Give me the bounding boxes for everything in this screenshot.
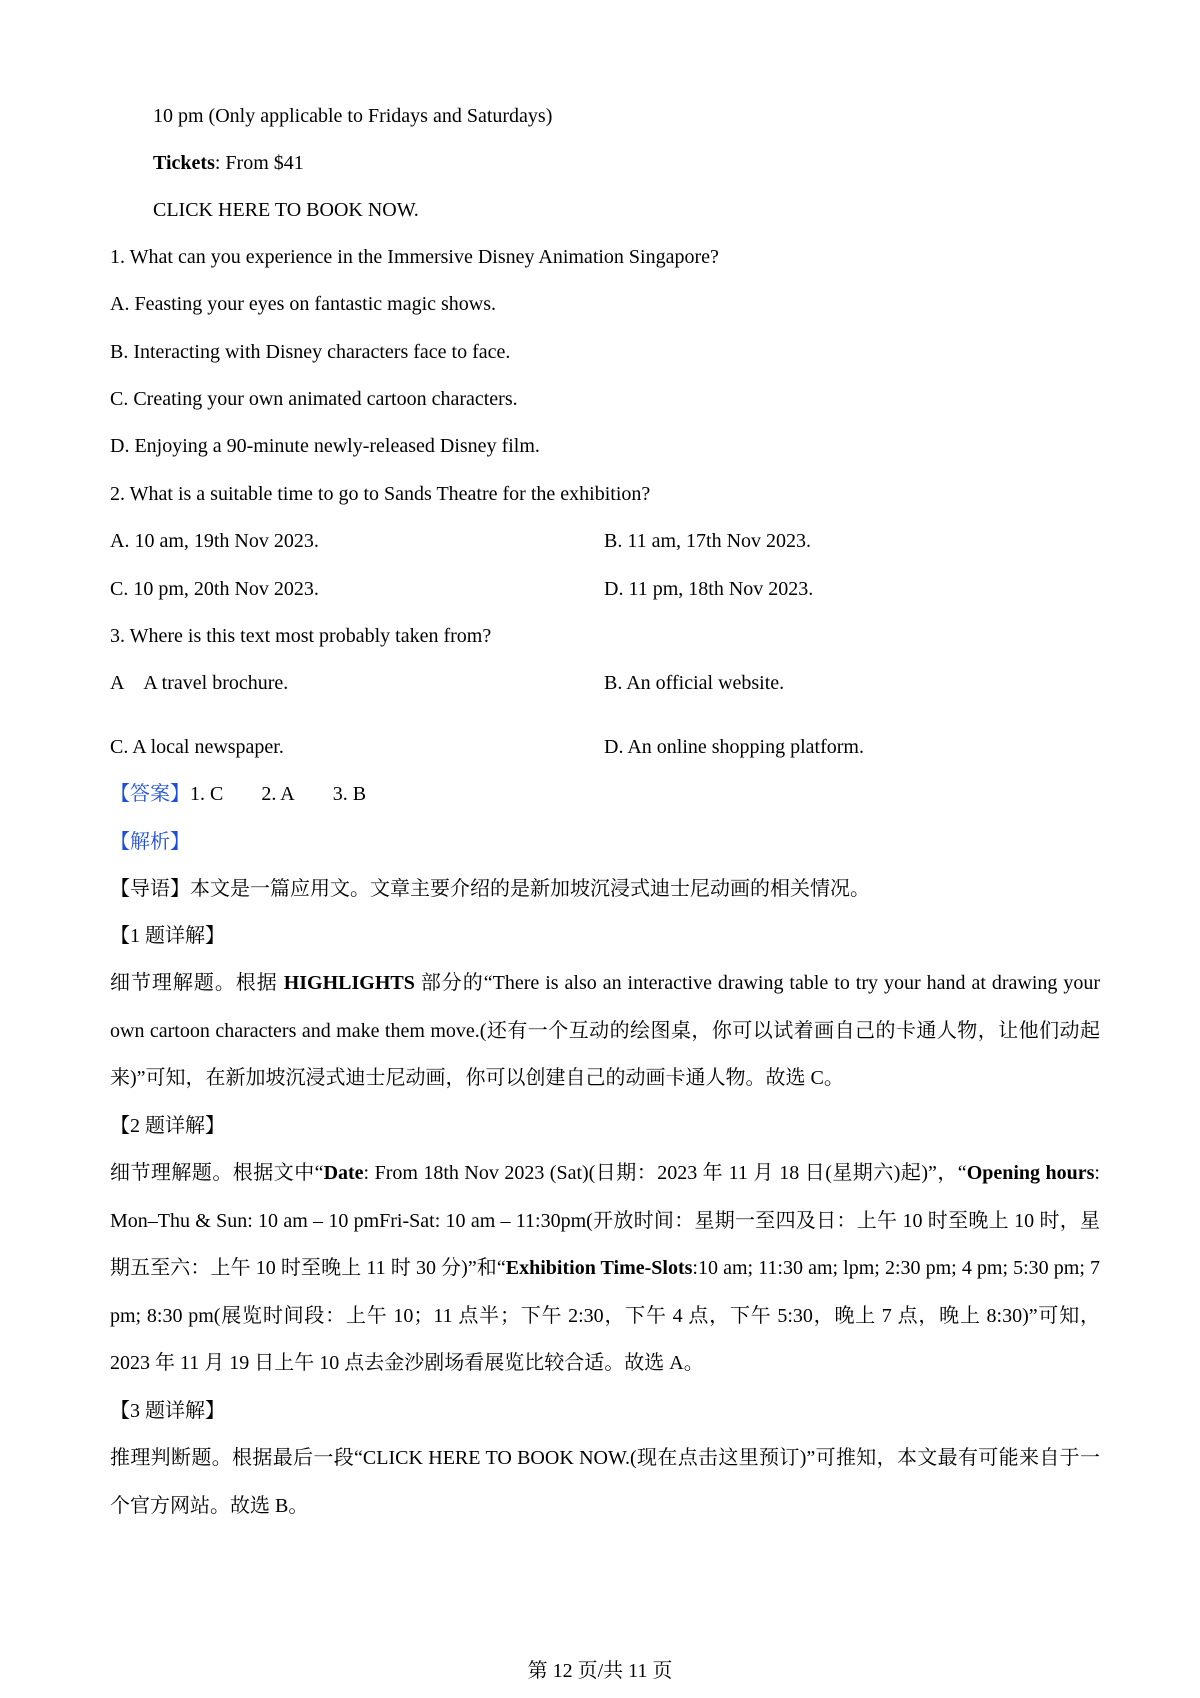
question-2-stem: 2. What is a suitable time to go to Sands Theatre for the exhibition? [110,483,651,505]
question-3-option-a: A A travel brochure. [110,672,289,694]
q1-detail-header: 【1 题详解】 [110,925,225,947]
q2-detail-paragraph [110,1150,1100,1388]
question-2-option-c: C. 10 pm, 20th Nov 2023. [110,578,319,600]
q3-detail-header: 【3 题详解】 [110,1400,225,1422]
q2-detail-keyword-slots: Exhibition Time-Slots [505,1257,693,1279]
q2-detail-keyword-date: Date [323,1162,364,1184]
q2-detail-text-1: 细节理解题。根据文中“ [110,1162,324,1184]
q1-detail-text-2: 部分的“There is also an interactive drawing table to try your hand at drawing your own cartoon characters and make them move.(还有一个互动的绘图桌，你可以试着画自己的卡通人物，让他们动起来)”可知，在新加坡沉浸式迪士尼动画，你可以创建自己的动画卡通人物。故选 C。 [110,972,1101,1089]
question-1-stem: 1. What can you experience in the Immersive Disney Animation Singapore? [110,246,719,268]
q3-detail-paragraph: 推理判断题。根据最后一段“CLICK HERE TO BOOK NOW.(现在点击这里预订)”可推知，本文最有可能来自于一个官方网站。故选 B。 [110,1447,1100,1517]
question-3-option-c: C. A local newspaper. [110,736,284,758]
q2-detail-keyword-hours: Opening hours [966,1162,1095,1184]
q1-detail-paragraph [110,960,1100,1103]
question-2-option-a: A. 10 am, 19th Nov 2023. [110,530,319,552]
guide-text: 【导语】本文是一篇应用文。文章主要介绍的是新加坡沉浸式迪士尼动画的相关情况。 [110,878,870,900]
analysis-label: 【解析】 [110,831,190,853]
tickets-value: : From $41 [214,152,304,174]
q1-detail-text-1: 细节理解题。根据 [110,972,284,994]
question-2-option-d: D. 11 pm, 18th Nov 2023. [604,578,814,600]
q1-detail-keyword: HIGHLIGHTS [283,972,415,994]
question-2-option-b: B. 11 am, 17th Nov 2023. [604,530,812,552]
q2-detail-text-4: :10 am; 11:30 am; lpm; 2:30 pm; 4 pm; 5:30 pm; 7 pm; 8:30 pm(展览时间段：上午 10；11 点半；下午 2:30，下午 4 点，下午 5:30，晚上 7 点，晚上 8:30)”可知，2023 年 11 月 19 日上午 10 点去金沙剧场看展览比较合适。故选 A。 [110,1257,1100,1374]
question-1-option-a: A. Feasting your eyes on fantastic magic shows. [110,293,497,315]
question-3-option-d: D. An online shopping platform. [604,736,864,758]
book-now-cta: CLICK HERE TO BOOK NOW. [153,199,419,221]
question-3-option-b: B. An official website. [604,672,785,694]
question-1-option-d: D. Enjoying a 90-minute newly-released Disney film. [110,435,540,457]
answer-3: 3. B [332,783,367,805]
question-3-stem: 3. Where is this text most probably taken from? [110,625,492,647]
answer-line [110,780,366,808]
hours-tail: 10 pm (Only applicable to Fridays and Saturdays) [153,105,553,127]
page-footer: 第 12 页/共 11 页 [527,1660,673,1682]
question-1-option-c: C. Creating your own animated cartoon characters. [110,388,518,410]
q2-detail-text-2: : From 18th Nov 2023 (Sat)(日期：2023 年 11 月 18 日(星期六)起)”，“ [363,1162,967,1184]
tickets-line [153,149,304,177]
tickets-label: Tickets [153,152,215,174]
q2-detail-header: 【2 题详解】 [110,1115,225,1137]
answer-1: 1. C [190,783,224,805]
answer-label: 【答案】 [110,783,190,805]
answer-2: 2. A [261,783,295,805]
question-1-option-b: B. Interacting with Disney characters face to face. [110,341,511,363]
q2-detail-text-3: : Mon–Thu & Sun: 10 am – 10 pmFri-Sat: 10 am – 11:30pm(开放时间：星期一至四及日：上午 10 时至晚上 10 时，星期五至六：上午 10 时至晚上 11 时 30 分)”和“ [110,1162,1100,1279]
